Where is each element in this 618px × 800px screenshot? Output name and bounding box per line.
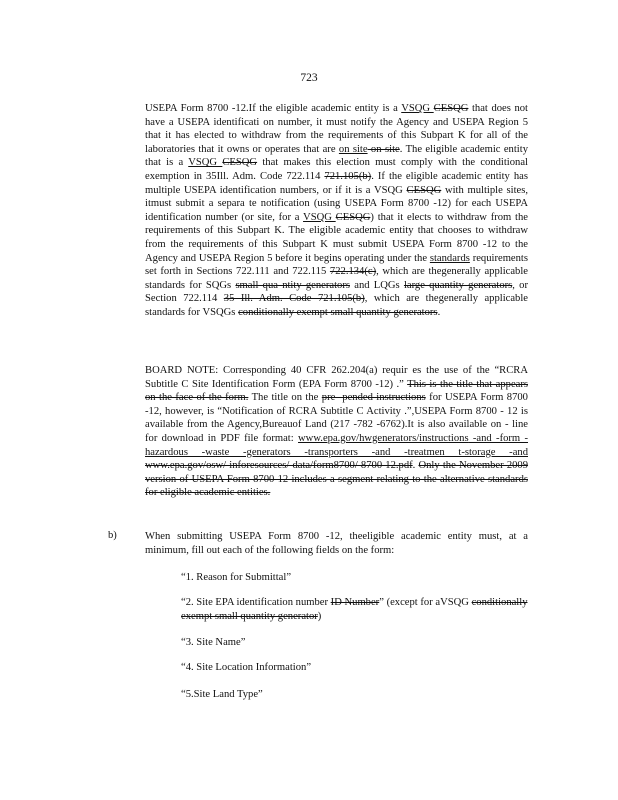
deleted-text: ID Number <box>330 597 380 608</box>
text-run: ) that it elects to withdraw from the requirements of this Subpart K. The eligible academic entity that chooses to withdraw from the requirements of this Subpart K must submit USEPA Form 8700 -12 to the Agency and USEPA Region 5 before it begins operating under the <box>145 211 528 264</box>
text-run: “4. Site Location Information” <box>181 662 312 673</box>
text-run: , which are thegenerally applicable standards for VSQGs <box>145 293 528 318</box>
text-run: BOARD NOTE: Corresponding 40 CFR 262.204(a) requir es the use of the “RCRA Subtitle C Site Identification Form (EPA Form 8700 -12) .” <box>145 365 528 390</box>
text-run: . The eligible academic entity that is a <box>145 143 528 169</box>
text-run: , which are thegenerally applicable standards for SQGs <box>145 266 528 291</box>
deleted-text: small qua ntity generators <box>235 279 350 291</box>
text-run: USEPA Form 8700 -12.If the eligible academic entity is a <box>145 103 402 114</box>
page-number: 723 <box>300 72 318 84</box>
text-run: “1. Reason for Submittal” <box>181 572 292 583</box>
deleted-text: on-site <box>367 143 400 155</box>
text-run: “2. Site EPA identification number <box>181 597 331 608</box>
board-note-text <box>145 364 528 500</box>
text-run: ” (except for aVSQG <box>379 597 472 608</box>
field-site-land-type <box>181 688 531 702</box>
field-site-name <box>181 636 531 650</box>
text-run: “3. Site Name” <box>181 637 246 648</box>
deleted-text: conditionally exempt small quantity generators <box>238 306 438 318</box>
deleted-text: CESQG <box>406 184 442 196</box>
deleted-text: 35 Ill. Adm. Code 721.105(b) <box>223 293 365 305</box>
text-run: “5.Site Land Type” <box>181 689 263 700</box>
field-site-location <box>181 661 531 675</box>
item-b-text: When submitting USEPA Form 8700 -12, theeligible academic entity must, at a minimum, fill out each of the following fields on the form: <box>145 531 528 556</box>
text-run: that does not have a USEPA identificati on number, it must notify the Agency and USEPA Region 5 that it has elected to withdraw from the requirements of this Subpart K for all of the laboratories that it owns or operates that are <box>145 103 529 155</box>
deleted-text: 721.105(b) <box>324 170 372 182</box>
inserted-text: www.epa.gov/hwgenerators/instructions <box>298 432 469 444</box>
inserted-text: standards <box>429 252 470 264</box>
deleted-text: CESQG <box>433 103 469 114</box>
paragraph-withdrawal <box>145 102 528 320</box>
text-run: with multiple sites, itmust submit a separa te notification (using USEPA Form 8700 -12) for each USEPA identification number (or site, for a <box>145 184 528 223</box>
item-b <box>145 530 528 557</box>
deleted-text: large quantity generators <box>403 279 513 291</box>
text-run: ) <box>317 610 322 622</box>
item-b-marker: b) <box>108 530 117 541</box>
paragraph-withdrawal-text <box>145 102 528 320</box>
inserted-text: VSQG <box>303 211 336 223</box>
field-site-epa-id <box>181 596 531 623</box>
deleted-text: This is the title that appears on the face of the form. <box>145 378 529 404</box>
board-note <box>145 364 528 500</box>
text-run: requirements set forth in Sections 722.111 and 722.115 <box>145 252 528 278</box>
text-run: for USEPA Form 8700 -12, however, is “Notification of RCRA Subtitle C Activity .”,USEPA Form 8700 - 12 is available from the Agency,Bureauof Land (217 -782 -6762).It is also available on - line for download in PDF file format: <box>145 392 528 444</box>
deleted-text: CESQG <box>335 211 371 223</box>
text-run: and LQGs <box>349 279 404 291</box>
deleted-text: Only the November 2009 version of USEPA Form 8700 12 includes a segment relating to the alternative standards for eligible academic entities. <box>145 460 529 499</box>
inserted-text: VSQG <box>188 157 223 169</box>
deleted-text: conditionally exempt small quantity generator <box>181 597 528 622</box>
text-run: . <box>437 306 441 318</box>
inserted-text: -and -form -hazardous -waste -generators -transporters -and -treatmen t-storage -and <box>145 432 529 458</box>
text-run: . <box>412 460 419 472</box>
text-run: . If the eligible academic entity has multiple USEPA identification numbers, or if it is a VSQG <box>145 170 528 196</box>
text-run: that makes this election must comply with the conditional exemption in 35Ill. Adm. Code 722.114 <box>145 157 528 182</box>
inserted-text: on site <box>338 143 368 155</box>
field-reason-for-submittal <box>181 571 531 585</box>
text-run: The title on the <box>248 392 322 404</box>
deleted-text: 722.134(c) <box>329 266 377 278</box>
inserted-text: VSQG <box>401 103 434 114</box>
text-run: , or Section 722.114 <box>145 279 528 305</box>
deleted-text: pre- pended instructions <box>321 392 426 404</box>
deleted-text: www.epa.gov/osw/ inforesources/ data/form8700/ 8700 12.pdf <box>145 460 413 472</box>
deleted-text: CESQG <box>222 157 258 169</box>
